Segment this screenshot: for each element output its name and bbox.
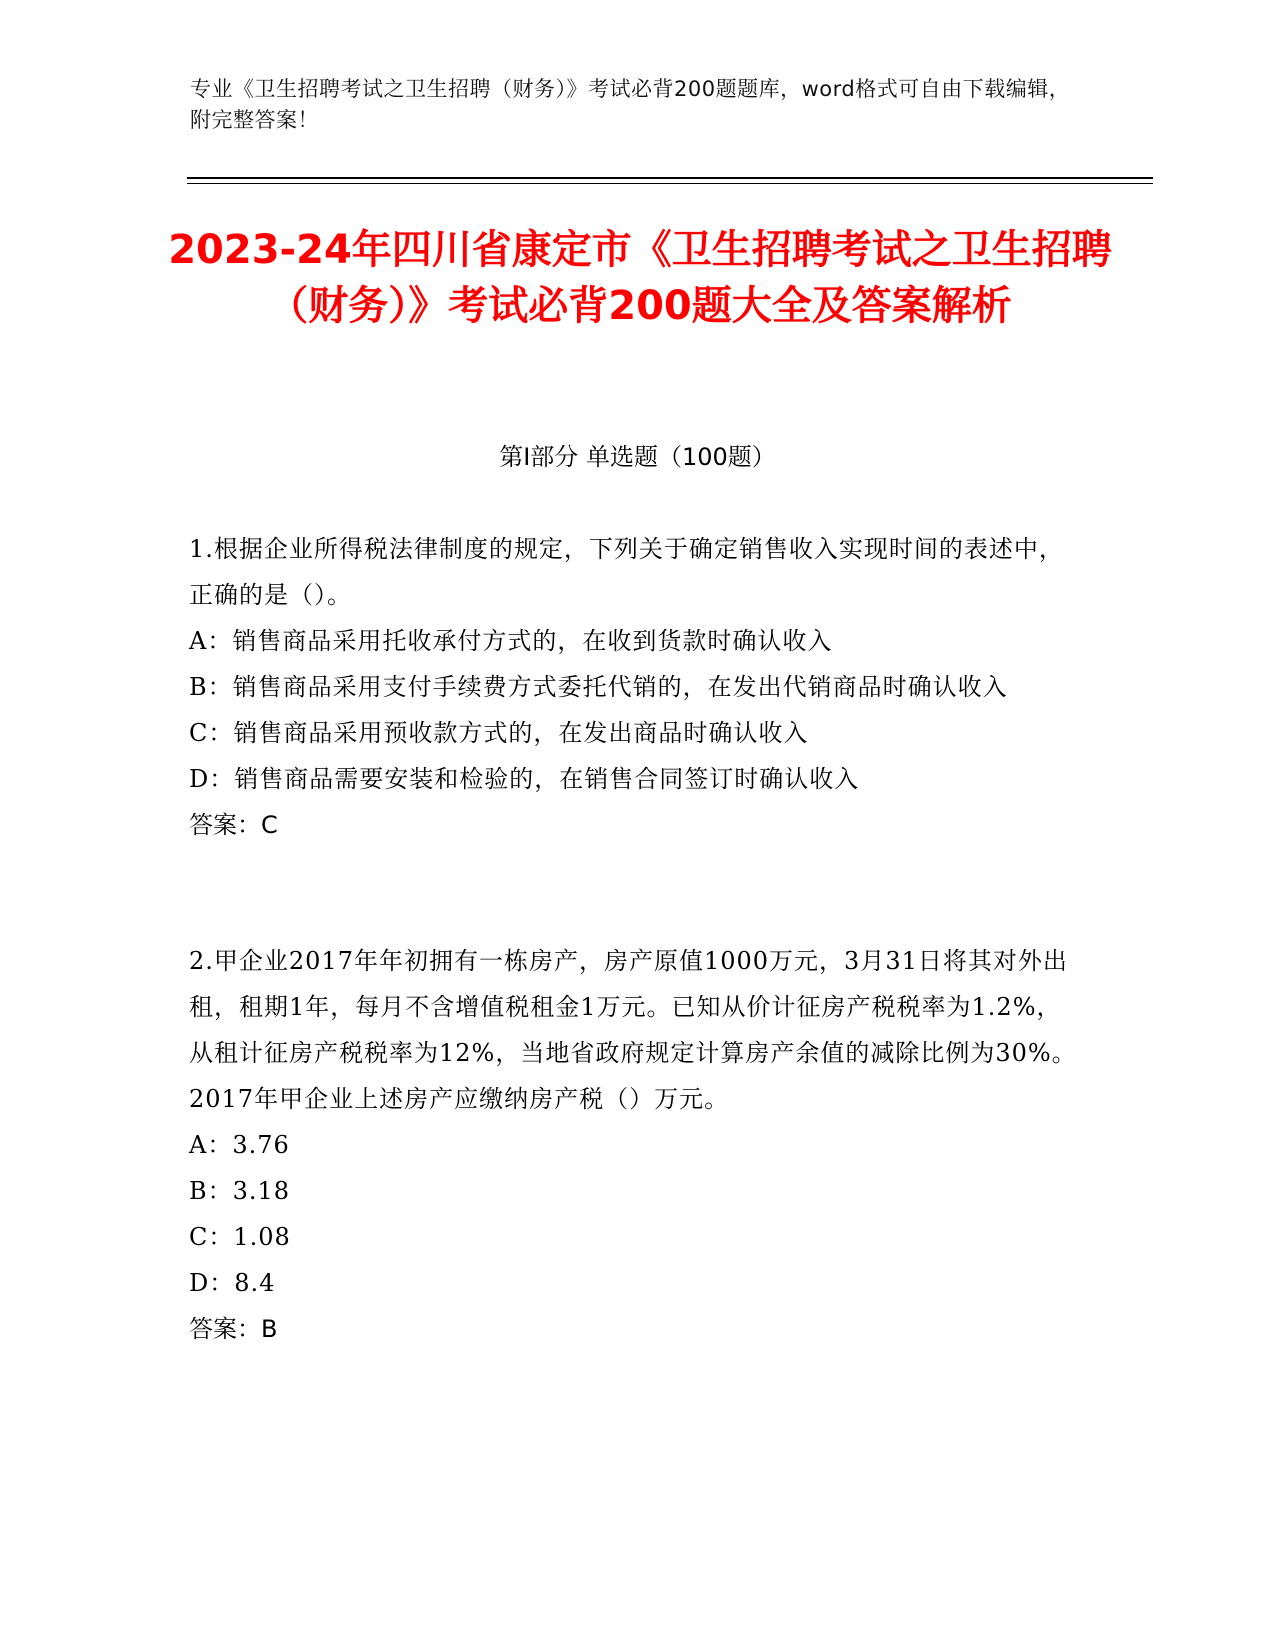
header-divider-thick xyxy=(187,177,1153,179)
question-1 xyxy=(189,526,1079,848)
question-stem: 2.甲企业2017年年初拥有一栋房产，房产原值1000万元，3月31日将其对外出租，租期1年，每月不含增值税租金1万元。已知从价计征房产税税率为1.2%，从租计征房产税税率为12%，当地省政府规定计算房产余值的减除比例为30%。2017年甲企业上述房产应缴纳房产税（）万元。 xyxy=(189,947,1077,1113)
option-b: B：销售商品采用支付手续费方式委托代销的，在发出代销商品时确认收入 xyxy=(189,673,1008,701)
option-a: A：销售商品采用托收承付方式的，在收到货款时确认收入 xyxy=(189,627,833,655)
answer: 答案：C xyxy=(189,811,278,839)
header-note: 专业《卫生招聘考试之卫生招聘（财务）》考试必背200题题库，word格式可自由下载编辑，附完整答案！ xyxy=(190,77,1071,132)
section-title: 第Ⅰ部分 单选题（100题） xyxy=(499,443,776,471)
document-title: 2023-24年四川省康定市《卫生招聘考试之卫生招聘（财务）》考试必背200题大全及答案解析 xyxy=(168,227,1112,329)
question-2 xyxy=(189,938,1079,1352)
question-stem: 1.根据企业所得税法律制度的规定，下列关于确定销售收入实现时间的表述中，正确的是（）。 xyxy=(189,535,1064,609)
option-a: A：3.76 xyxy=(189,1131,290,1159)
option-d: D：8.4 xyxy=(189,1269,276,1297)
option-d: D：销售商品需要安装和检验的，在销售合同签订时确认收入 xyxy=(189,765,860,793)
option-b: B：3.18 xyxy=(189,1177,291,1205)
option-c: C：1.08 xyxy=(189,1223,291,1251)
answer: 答案：B xyxy=(189,1315,278,1343)
header-divider-thin xyxy=(187,183,1153,184)
option-c: C：销售商品采用预收款方式的，在发出商品时确认收入 xyxy=(189,719,809,747)
